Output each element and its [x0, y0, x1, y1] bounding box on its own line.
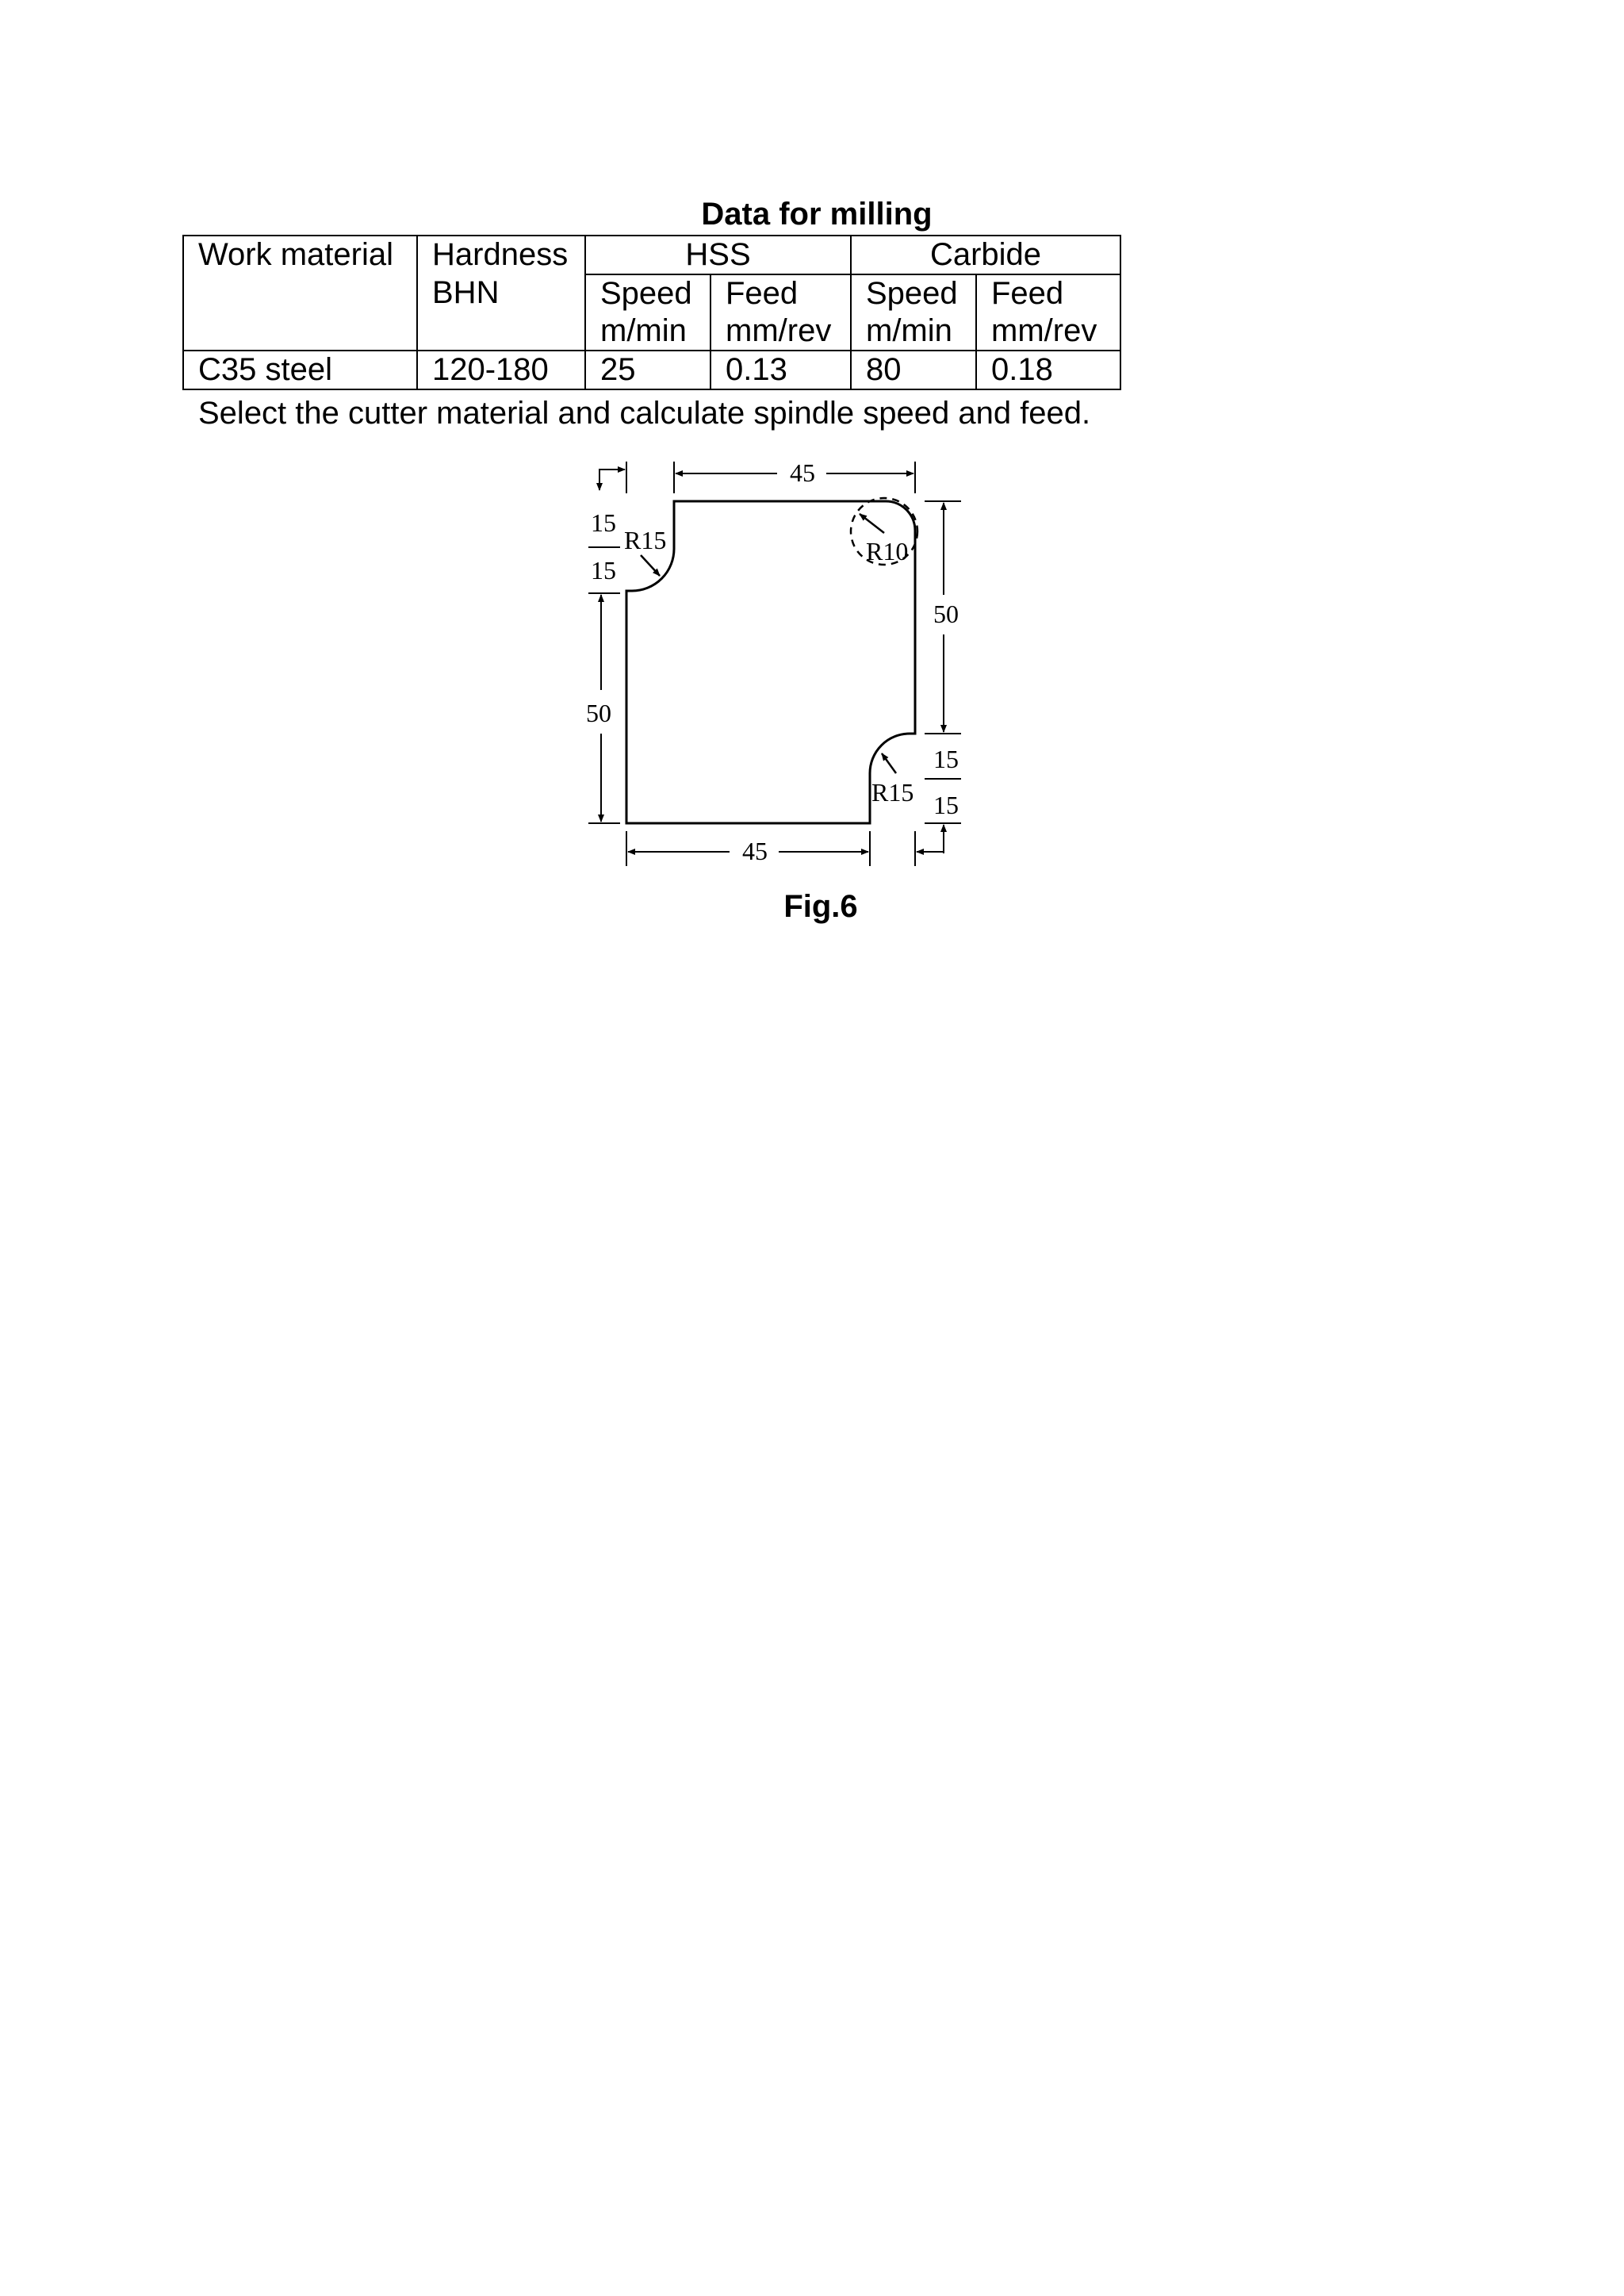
- header-hardness-line2: BHN: [417, 274, 585, 351]
- figure-caption: Fig.6: [783, 889, 858, 924]
- right-bottom-offset-1-label: 15: [933, 745, 959, 773]
- header-hss-speed-unit: m/min: [585, 312, 710, 351]
- cell-hss-speed: 25: [585, 351, 710, 389]
- left-top-offset-label: 15: [591, 508, 616, 537]
- header-hss: HSS: [585, 236, 851, 274]
- question-text: Select the cutter material and calculate spindle speed and feed.: [198, 396, 1091, 431]
- header-hss-feed-unit: mm/rev: [710, 312, 851, 351]
- top-right-radius-arrow: [860, 514, 884, 533]
- right-height-label: 50: [933, 600, 959, 628]
- left-height-label: 50: [586, 699, 611, 727]
- cell-carbide-feed: 0.18: [976, 351, 1120, 389]
- header-carbide-speed-unit: m/min: [851, 312, 976, 351]
- header-hss-speed: Speed: [585, 274, 710, 312]
- left-side-offset-label: 15: [591, 556, 616, 585]
- cell-carbide-speed: 80: [851, 351, 976, 389]
- cell-hardness: 120-180: [417, 351, 585, 389]
- header-carbide: Carbide: [851, 236, 1120, 274]
- table-title: Data for milling: [701, 197, 933, 232]
- top-width-label: 45: [790, 458, 815, 487]
- header-hss-feed: Feed: [710, 274, 851, 312]
- header-work-material: Work material: [183, 236, 417, 351]
- right-bottom-offset-2-label: 15: [933, 791, 959, 819]
- header-carbide-feed-unit: mm/rev: [976, 312, 1120, 351]
- header-hardness-line1: Hardness: [417, 236, 585, 274]
- top-left-radius-arrow: [641, 555, 660, 576]
- cell-hss-feed: 0.13: [710, 351, 851, 389]
- header-carbide-speed: Speed: [851, 274, 976, 312]
- bottom-right-radius-arrow: [882, 753, 896, 773]
- bottom-right-radius-label: R15: [871, 778, 914, 807]
- top-right-radius-label: R10: [866, 537, 909, 565]
- bottom-width-label: 45: [742, 837, 768, 865]
- top-left-radius-label: R15: [624, 526, 667, 554]
- cell-material: C35 steel: [183, 351, 417, 389]
- header-carbide-feed: Feed: [976, 274, 1120, 312]
